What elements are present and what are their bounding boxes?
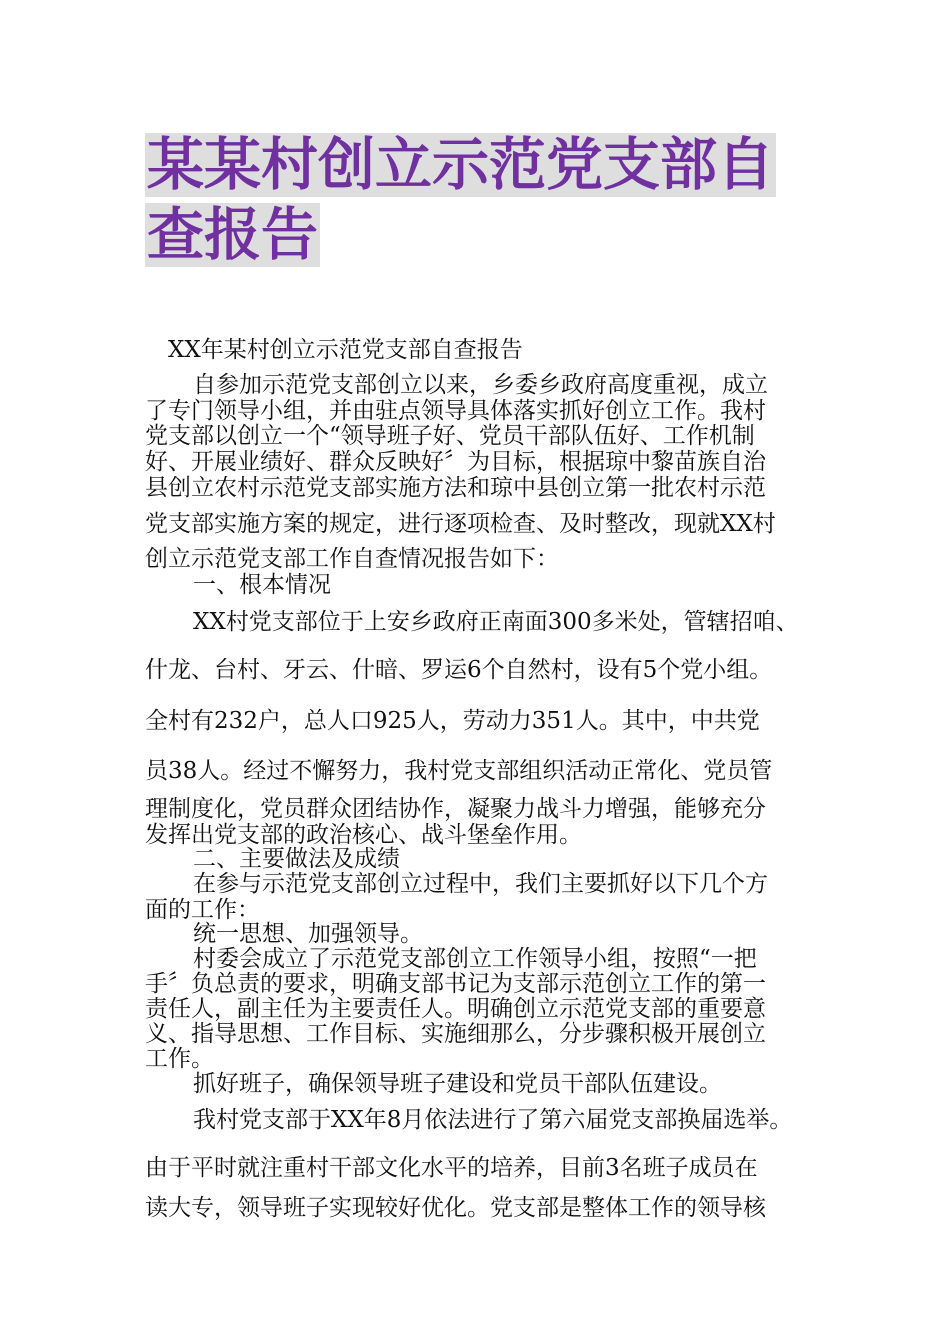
text-line: 什龙、台村、牙云、什暗、罗运6个自然村，设有5个党小组。: [145, 657, 773, 683]
text-line: 在参与示范党支部创立过程中，我们主要抓好以下几个方: [193, 871, 768, 897]
text-line: 创立示范党支部工作自查情况报告如下：: [145, 546, 559, 572]
text-line: 好、开展业绩好、群众反映好〞为目标，根据琼中黎苗族自治: [145, 449, 766, 475]
text-line: 义、指导思想、工作目标、实施细那么，分步骤积极开展创立: [145, 1021, 766, 1047]
text-line: 责任人，副主任为主要责任人。明确创立示范党支部的重要意: [145, 996, 766, 1022]
text-line: 党支部以创立一个“领导班子好、党员干部队伍好、工作机制: [145, 423, 755, 449]
text-line: 读大专，领导班子实现较好优化。党支部是整体工作的领导核: [145, 1195, 766, 1221]
text-line: 员38人。经过不懈努力，我村党支部组织活动正常化、党员管: [145, 758, 773, 784]
text-line: 理制度化，党员群众团结协作，凝聚力战斗力增强，能够充分: [145, 796, 766, 822]
text-line: 手〞负总责的要求，明确支部书记为支部示范创立工作的第一: [145, 971, 766, 997]
text-line: 我村党支部于XX年8月依法进行了第六届党支部换届选举。: [193, 1107, 793, 1133]
section-heading: 一、根本情况: [193, 572, 331, 598]
text-line: 自参加示范党支部创立以来，乡委乡政府高度重视，成立: [193, 372, 768, 398]
text-line: 统一思想、加强领导。: [193, 921, 423, 947]
text-line: 党支部实施方案的规定，进行逐项检查、及时整改，现就XX村: [145, 511, 776, 537]
text-line: 发挥出党支部的政治核心、战斗堡垒作用。: [145, 822, 582, 848]
text-line: 了专门领导小组，并由驻点领导具体落实抓好创立工作。我村: [145, 398, 766, 424]
text-line: XX村党支部位于上安乡政府正南面300多米处，管辖招咱、: [193, 609, 799, 635]
report-subtitle: XX年某村创立示范党支部自查报告: [168, 337, 523, 363]
text-line: 由于平时就注重村干部文化水平的培养，目前3名班子成员在: [145, 1155, 758, 1181]
title-line-2: 查报告: [147, 202, 318, 268]
text-line: 面的工作：: [145, 897, 260, 923]
section-heading: 二、主要做法及成绩: [193, 846, 400, 872]
title-line-1: 某某村创立示范党支部自: [147, 132, 774, 198]
text-line: 村委会成立了示范党支部创立工作领导小组，按照“一把: [193, 946, 757, 972]
text-line: 全村有232户，总人口925人，劳动力351人。其中，中共党: [145, 708, 760, 734]
text-line: 抓好班子，确保领导班子建设和党员干部队伍建设。: [193, 1071, 722, 1097]
text-line: 县创立农村示范党支部实施方法和琼中县创立第一批农村示范: [145, 475, 766, 501]
text-line: 工作。: [145, 1046, 214, 1072]
